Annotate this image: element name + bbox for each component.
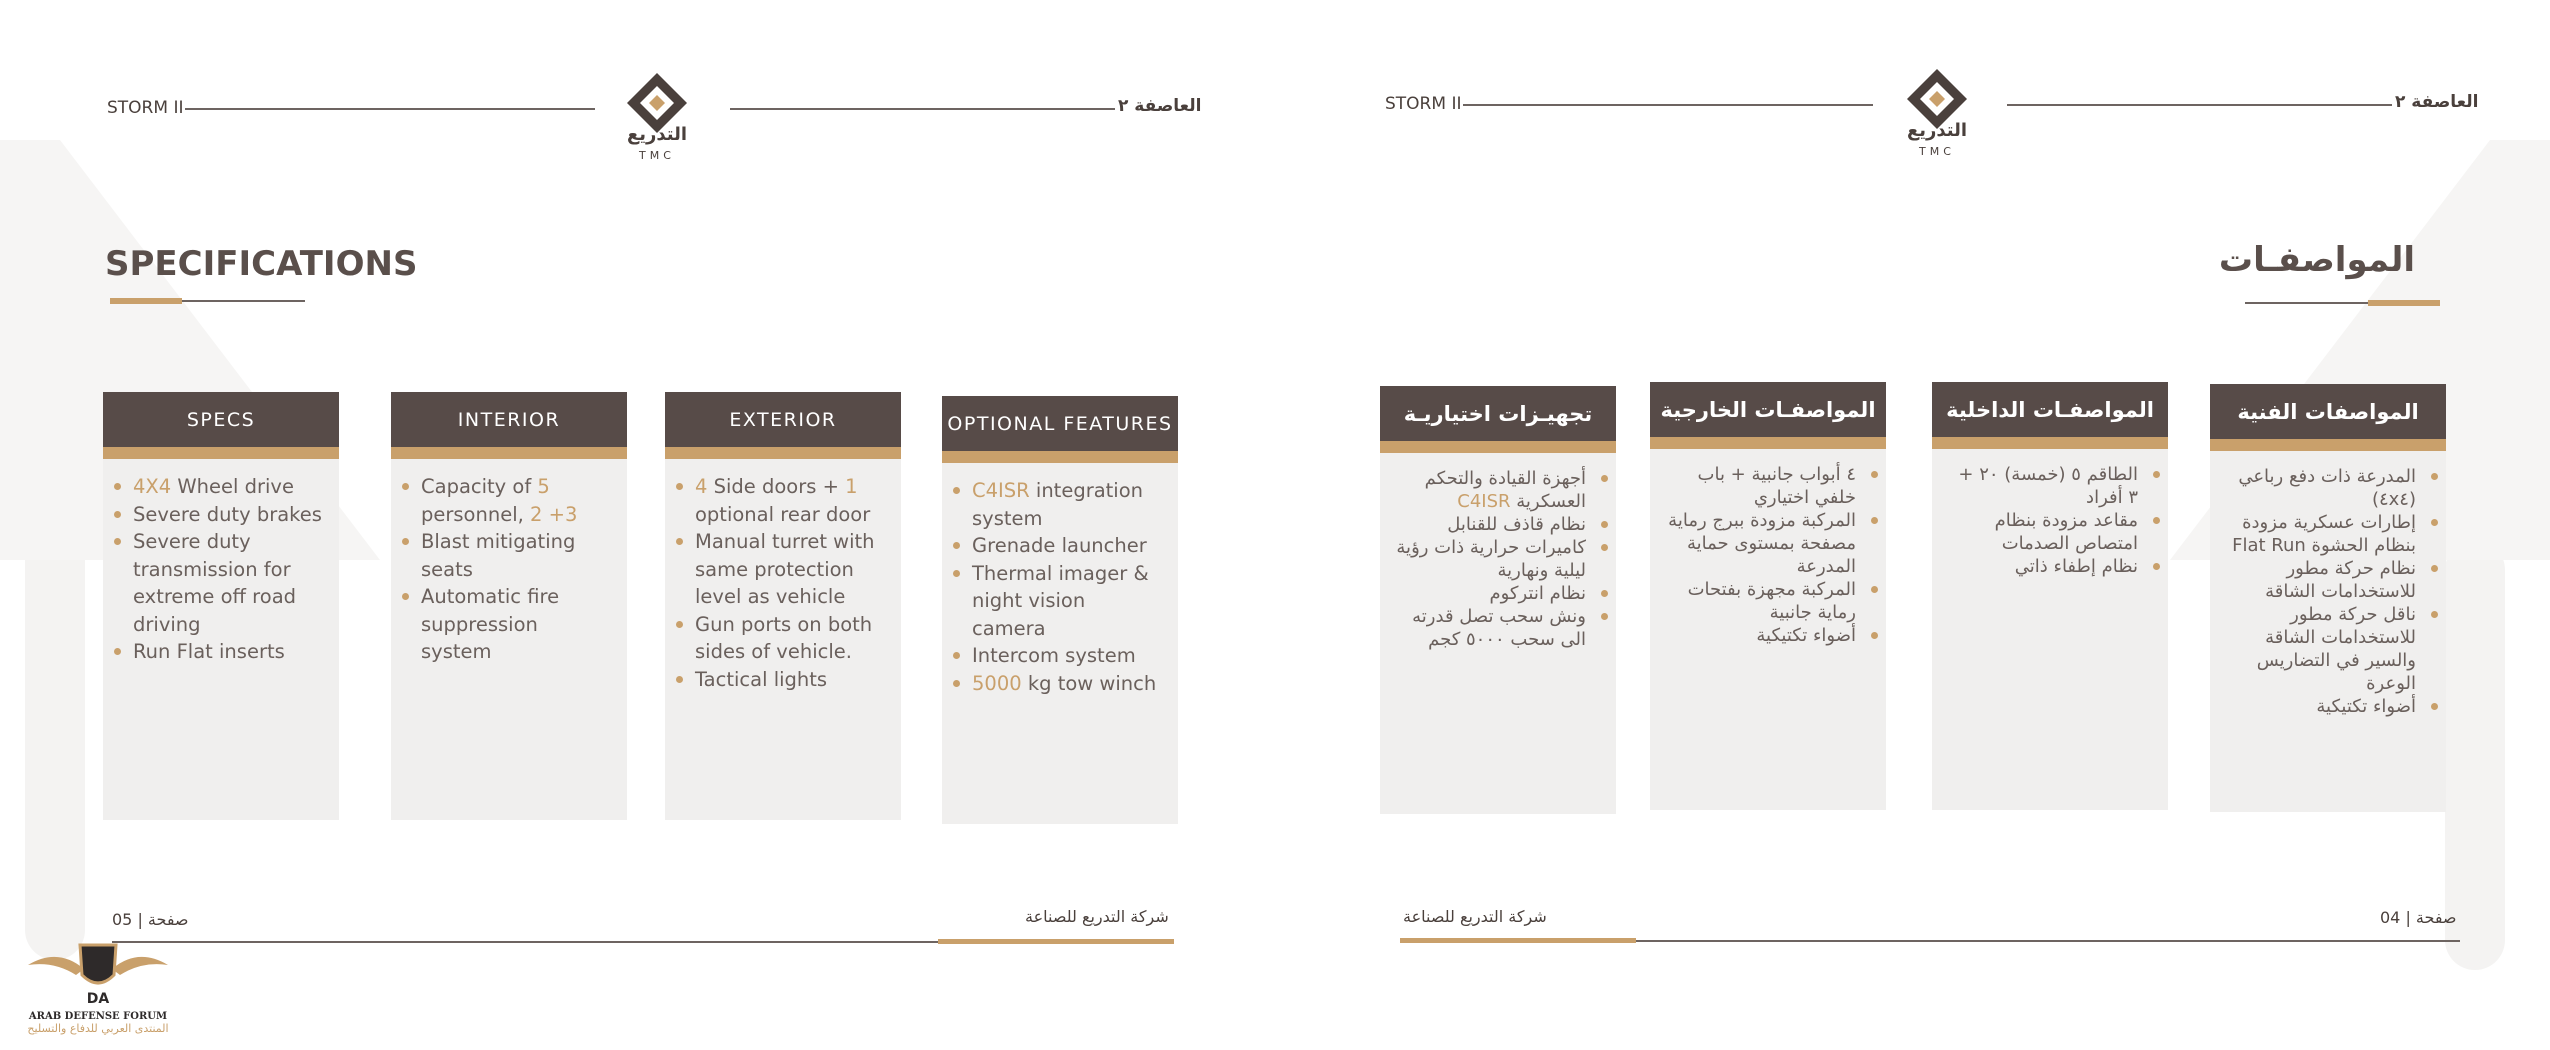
list-item: نظام إطفاء ذاتي (1946, 555, 2138, 578)
list-item: C4ISR integration system (972, 477, 1164, 532)
page-title: المواصفـات (2218, 240, 2415, 280)
optional-list (942, 463, 1178, 697)
logo-arabic-name: التدريع (1906, 120, 1968, 141)
list-item: نظام قاذف للقنابل (1394, 513, 1586, 536)
list-item: ناقل حركة مطور للاستخدامات الشاقة والسير في التضاريس الوعرة (2224, 603, 2416, 695)
list-item: Capacity of 5 personnel, 2 +3 (421, 473, 613, 528)
card-accent-band (942, 451, 1178, 463)
page-specifications-arabic (1275, 0, 2550, 1050)
eagle-shield-icon (18, 935, 178, 1007)
list-item: أضواء تكتيكية (1664, 624, 1856, 647)
card-exterior (665, 392, 901, 820)
title-accent-bar (2368, 300, 2440, 306)
header-line-left (185, 108, 595, 110)
card-accent-band (2210, 439, 2446, 451)
footer-company: شركة التدريع للصناعة (1403, 907, 1547, 926)
list-item: 5000 kg tow winch (972, 670, 1164, 698)
spec-list (103, 459, 339, 666)
list-item: Gun ports on both sides of vehicle. (695, 611, 887, 666)
list-item: أجهزة القيادة والتحكم العسكرية C4ISR (1394, 467, 1586, 513)
list-item: Thermal imager & night vision camera (972, 560, 1164, 643)
card-accent-band (1932, 437, 2168, 449)
title-accent-bar (110, 298, 182, 304)
card-technical-specs (2210, 384, 2446, 812)
card-accent-band (665, 447, 901, 459)
list-item: Intercom system (972, 642, 1164, 670)
logo-arabic-name: التدريع (626, 124, 688, 145)
card-optional-equipment (1380, 386, 1616, 814)
card-interior-specs (1932, 382, 2168, 810)
interior-list (391, 459, 627, 666)
list-item: الطاقم ٥ (خمسة) ٢٠ + ٣ أفراد (1946, 463, 2138, 509)
footer-page-number: 05 | صفحة (112, 910, 189, 929)
header-line-right (730, 108, 1115, 110)
card-accent-band (1380, 441, 1616, 453)
header-brand: STORM II (107, 98, 184, 118)
list-item: Severe duty transmission for extreme off road driving (133, 528, 325, 638)
card-heading: المواصفـات الخارجية (1650, 382, 1886, 437)
list-item: مقاعد مزودة بنظام امتصاص الصدمات (1946, 509, 2138, 555)
list-item: ونش سحب تصل قدرته الى سحب ٥٠٠٠ كجم (1394, 605, 1586, 651)
header-brand: STORM II (1385, 94, 1462, 114)
card-accent-band (1650, 437, 1886, 449)
list-item: Manual turret with same protection level as vehicle (695, 528, 887, 611)
footer-company: شركة التدريع للصناعة (1025, 907, 1169, 926)
card-heading: المواصفات الفنية (2210, 384, 2446, 439)
list-item: 4X4 Wheel drive (133, 473, 325, 501)
list-item: Blast mitigating seats (421, 528, 613, 583)
card-heading: المواصفـات الداخلية (1932, 382, 2168, 437)
interior-list (1932, 449, 2168, 578)
list-item: كاميرات حرارية ذات رؤية ليلية ونهارية (1394, 536, 1586, 582)
list-item: Automatic fire suppression system (421, 583, 613, 666)
logo-subtitle: TMC (639, 149, 675, 162)
header-model-arabic: العاصفة ٢ (2395, 92, 2479, 112)
card-accent-band (103, 447, 339, 459)
card-heading: SPECS (103, 392, 339, 447)
list-item: Severe duty brakes (133, 501, 325, 529)
card-heading: تجهيـزات اختياريـة (1380, 386, 1616, 441)
list-item: 4 Side doors + 1 optional rear door (695, 473, 887, 528)
header-model-arabic: العاصفة ٢ (1118, 96, 1202, 116)
optional-list (1380, 453, 1616, 651)
technical-list (2210, 451, 2446, 718)
card-interior (391, 392, 627, 820)
list-item: المدرعة ذات دفع رباعي (٤x٤) (2224, 465, 2416, 511)
list-item: نظام حركة مطور للاستخدامات الشاقة (2224, 557, 2416, 603)
header-line-right (2007, 104, 2392, 106)
page-title: SPECIFICATIONS (105, 244, 418, 284)
list-item: ٤ أبواب جانبية + باب خلفي اختياري (1664, 463, 1856, 509)
exterior-list (665, 459, 901, 693)
list-item: Grenade launcher (972, 532, 1164, 560)
list-item: إطارات عسكرية مزودة بنظام الحشوة Flat Run (2224, 511, 2416, 557)
svg-text:DA: DA (86, 991, 110, 1007)
card-optional-features (942, 396, 1178, 824)
list-item: أضواء تكتيكية (2224, 695, 2416, 718)
list-item: Run Flat inserts (133, 638, 325, 666)
card-specs (103, 392, 339, 820)
watermark-title: ARAB DEFENSE FORUM (28, 1011, 168, 1022)
list-item: المركبة مجهزة بفتحات رماية جانبية (1664, 578, 1856, 624)
footer-accent-bar (938, 939, 1174, 944)
card-heading: INTERIOR (391, 392, 627, 447)
logo-subtitle: TMC (1919, 145, 1955, 158)
card-exterior-specs (1650, 382, 1886, 810)
footer-accent-bar (1400, 938, 1636, 943)
footer-page-number: 04 | صفحة (2380, 908, 2457, 927)
card-accent-band (391, 447, 627, 459)
card-heading: OPTIONAL FEATURES (942, 396, 1178, 451)
exterior-list (1650, 449, 1886, 647)
forum-watermark (18, 935, 178, 1050)
list-item: نظام انتركوم (1394, 582, 1586, 605)
card-heading: EXTERIOR (665, 392, 901, 447)
list-item: Tactical lights (695, 666, 887, 694)
header-line-left (1463, 104, 1873, 106)
watermark-subtitle: المنتدى العربي للدفاع والتسليح (27, 1022, 169, 1035)
list-item: المركبة مزودة ببرج رماية مصفحة بمستوى حماية المدرعة (1664, 509, 1856, 578)
